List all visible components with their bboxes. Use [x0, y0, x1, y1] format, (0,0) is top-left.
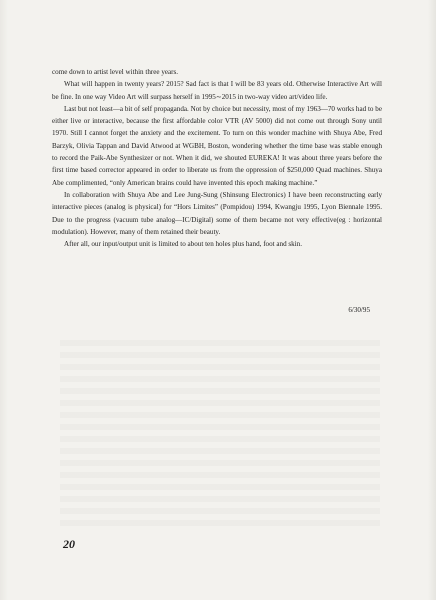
body-text: [52, 66, 382, 250]
show-through-texture: [60, 340, 380, 530]
paragraph-1: come down to artist level within three years.: [52, 68, 179, 76]
paragraph-2: What will happen in twenty years? 2015? Sad fact is that I will be 83 years old. Otherwise Interactive Art will be fine. In one way Video Art will surpass herself in 1995∼2015 in two-way video art/video life.: [52, 80, 382, 101]
paragraph-4: In collaboration with Shuya Abe and Lee Jung-Sung (Shinsung Electronics) I have been reconstructing early interactive pieces (analog is physical) for “Hors Limites” (Pompidou) 1994, Kwangju 1995, Lyon Biennale 1995. Due to the progress (vacuum tube analog—IC/Digital) some of them became not very effective(eg : horizontal modulation). However, many of them retained their beauty.: [52, 190, 382, 236]
paragraph-3: Last but not least—a bit of self propaganda. Not by choice but necessity, most of my 1963—70 works had to be either live or interactive, because the first affordable color VTR (AV 5000) did not come out through Sony until 1970. Still I cannot forget the anxiety and the excitement. To turn on this wonder machine with Shuya Abe, Fred Barzyk, Olivia Tappan and David Atwood at WGBH, Boston, wondering whether the time base was stable enough to record the Paik-Abe Synthesizer or not. When it did, we shouted EUREKA! It was about three years before the first time based corrector appeared in order to liberate us from the oppression of $250,000 Quad machines. Shuya Abe complimented, “only American brains could have invented this epoch making machine.”: [52, 104, 382, 187]
paragraph-5: After all, our input/output unit is limited to about ten holes plus hand, foot and skin.: [64, 240, 303, 249]
date-line: 6/30/95: [348, 306, 370, 314]
page-number: 20: [63, 537, 75, 551]
